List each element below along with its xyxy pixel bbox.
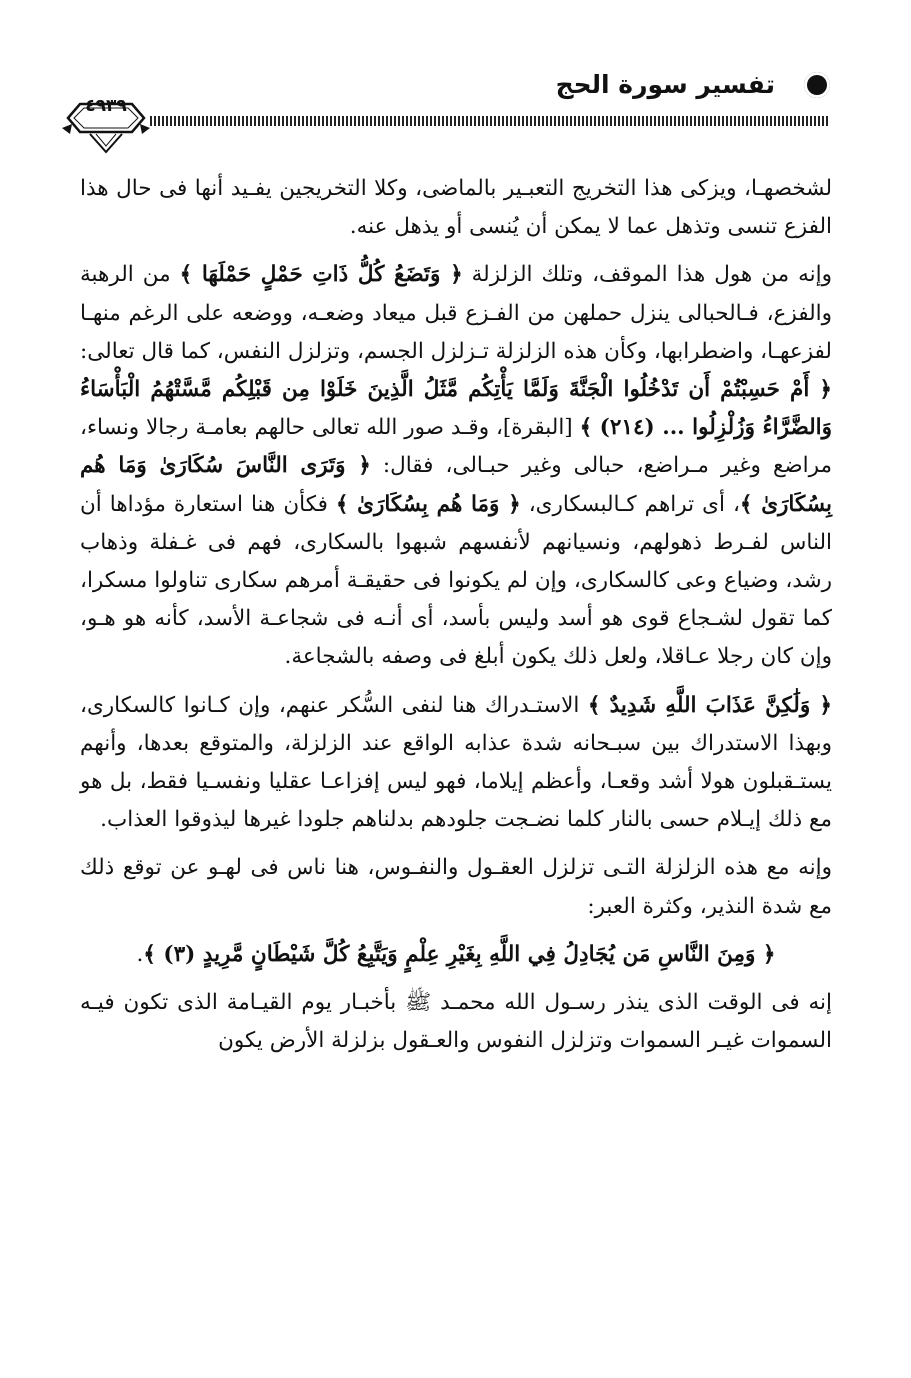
verse-line — [80, 936, 832, 974]
text-run: وإنه مع هذه الزلزلة التـى تزلزل العقـول والنفـوس، هنا ناس فى لهـو عن توقع ذلك مع شدة النذير، وكثرة العبر: — [80, 855, 832, 919]
paragraph — [80, 687, 832, 840]
text-run: الاستـدراك هنا لنفى السُّكر عنهم، وإن كـانوا كالسكارى، وبهذا الاستدراك بين سبـحانه شدة عذابه الواقع عند الزلزلة، والمتوقع بعدها، وأنهم يستـقبلون هولا أشد وقعـا، وأعظم إيلاما، فهو ليس إفزاعـا عقليا ونفسـيا فقط، بل هو مع ذلك إيـلام حسى بالنار كلما نضـجت جلودهم بدلناهم جلودا غيرها ليذوقوا العذاب. — [80, 692, 832, 833]
page-number: ٤٩٣٩ — [85, 96, 127, 116]
text-run: إنه فى الوقت الذى ينذر رسـول الله محمـد ﷺ بأخبـار يوم القيـامة الذى تكون فيـه السموات غيـر السموات وتزلزل النفوس والعـقول بزلزلة الأرض يكون — [80, 990, 832, 1054]
paragraph — [80, 849, 832, 925]
paragraph — [80, 984, 832, 1060]
running-title: تفسير سورة الحج — [555, 70, 775, 99]
quran-verse: ﴿ وَمِنَ النَّاسِ مَن يُجَادِلُ فِي اللَّهِ بِغَيْرِ عِلْمٍ وَيَتَّبِعُ كُلَّ شَيْطَانٍ مَّرِيدٍ (٣) ﴾ — [143, 941, 776, 967]
text-run: [البقرة]، وقـد صور الله تعالى حالهم بعامـة رجالا ونساء، مراضع وغير مـراضع، حبالى وغير حبـالى، فقال: — [80, 415, 832, 479]
page-body — [80, 170, 832, 1060]
quran-verse: ﴿ وَمَا هُم بِسُكَارَىٰ ﴾ — [335, 491, 521, 517]
text-run: وإنه من هول هذا الموقف، وتلك الزلزلة — [462, 262, 832, 288]
quran-verse: ﴿ وَتَضَعُ كُلُّ ذَاتِ حَمْلٍ حَمْلَهَا ﴾ — [179, 262, 463, 288]
page-header — [60, 60, 830, 170]
text-run: ، أى تراهم كـالبسكارى، — [520, 491, 740, 517]
paragraph — [80, 170, 832, 246]
quran-verse: ﴿ أَمْ حَسِبْتُمْ أَن تَدْخُلُوا الْجَنَّةَ وَلَمَّا يَأْتِكُم مَّثَلُ الَّذِينَ خَلَوْا مِن قَبْلِكُم مَّسَّتْهُمُ الْبَأْسَاءُ وَالضَّرَّاءُ وَزُلْزِلُوا ... (٢١٤) ﴾ — [80, 377, 832, 441]
quran-verse: ﴿ وَتَرَى النَّاسَ سُكَارَىٰ وَمَا هُم بِسُكَارَىٰ ﴾ — [80, 453, 832, 517]
quran-verse: ﴿ وَلَٰكِنَّ عَذَابَ اللَّهِ شَدِيدٌ ﴾ — [587, 692, 832, 718]
header-ornament-icon — [804, 72, 830, 98]
text-run: فكأن هنا استعارة مؤداها أن الناس لفـرط ذهولهم، ونسيانهم لأنفسهم شبهوا بالسكارى، فهم فى غـفلة وذهاب رشد، وضياع وعى كالسكارى، وإن لم يكونوا فى حقيقـة أمرهم سكارى تناولوا مسكرا، كما تقول لشـجاع قوى هو أسد وليس بأسد، أى أنـه فى شجاعـة الأسد، كأنه هو هـو، وإن كان رجلا عـاقلا، ولعل ذلك يكون أبلغ فى وصفه بالشجاعة. — [80, 491, 832, 670]
text-run: من الرهبة والفزع، فـالحبالى ينزل حملهن من الفـزع قبل ميعاد وضعـه، ووضعه على الرغم منهـا لفزعهـا، واضطرابها، وكأن هذه الزلزلة تـزلزل الجسم، وتزلزل النفس، كما قال تعالى: — [80, 262, 832, 364]
paragraph — [80, 256, 832, 676]
text-run: . — [136, 941, 144, 967]
header-rule — [150, 116, 830, 126]
text-run: لشخصهـا، ويزكى هذا التخريج التعبـير بالماضى، وكلا التخريجين يفـيد أنها فى حال هذا الفزع تنسى وتذهل عما لا يمكن أن يُنسى أو يذهل عنه. — [80, 176, 832, 240]
